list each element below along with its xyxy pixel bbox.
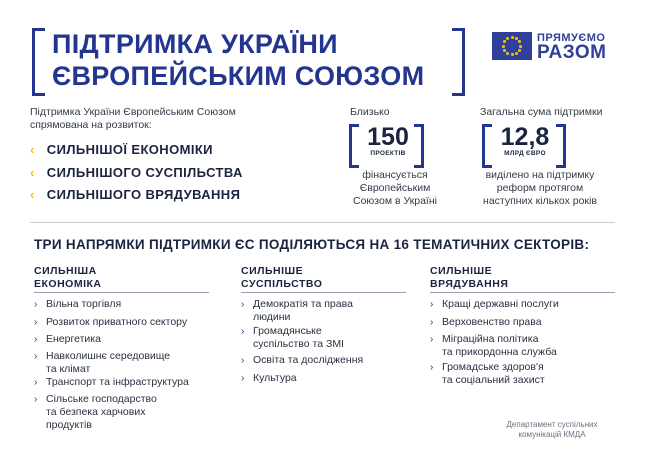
stat-bracket-right [414, 124, 424, 168]
list-item: › Освіта та дослідження [241, 354, 364, 366]
list-item: › Громадське здоров'я та соціальний захист [430, 361, 545, 386]
page-title-line1: ПІДТРИМКА УКРАЇНИ [52, 29, 338, 59]
column-divider [34, 292, 209, 293]
star-icon [502, 45, 505, 48]
pillar-item [30, 164, 243, 182]
pillar-label: СИЛЬНІШОГО ВРЯДУВАННЯ [46, 187, 241, 202]
star-icon [511, 36, 514, 39]
stat-unit: ПРОЕКТІВ [370, 150, 406, 157]
pillar-item [30, 141, 213, 159]
arrow-right-icon: › [241, 326, 245, 337]
star-icon [518, 40, 521, 43]
arrow-right-icon: › [34, 351, 38, 362]
stat-bracket-left [349, 124, 359, 168]
footer-credit: Департамент суспільних комунікацій КМДА [506, 420, 598, 439]
stat-number: 150 [367, 123, 409, 151]
column-heading: СИЛЬНІШЕ ВРЯДУВАННЯ [430, 265, 509, 290]
star-icon [506, 52, 509, 55]
arrow-right-icon: › [34, 377, 38, 388]
star-icon [506, 37, 509, 40]
chevron-left-icon: ‹ [30, 142, 35, 157]
star-icon [503, 40, 506, 43]
list-item: › Громадянське суспільство та ЗМІ [241, 325, 344, 350]
column-divider [241, 292, 406, 293]
column-heading: СИЛЬНІША ЕКОНОМІКА [34, 265, 102, 290]
list-item: › Демократія та права людини [241, 298, 353, 323]
arrow-right-icon: › [34, 394, 38, 405]
list-item: › Енергетика [34, 333, 101, 345]
list-item: › Розвиток приватного сектору [34, 316, 188, 328]
logo-text-line2: РАЗОМ [537, 42, 607, 63]
stat-bracket-right [556, 124, 566, 168]
eu-flag-icon [492, 32, 532, 60]
column-divider [430, 292, 615, 293]
list-item: › Культура [241, 372, 297, 384]
stat-bracket-left [482, 124, 492, 168]
list-item: › Верховенство права [430, 316, 542, 328]
stat-label: Близько [350, 106, 390, 118]
stat-number-block [492, 124, 558, 157]
column-heading: СИЛЬНІШЕ СУСПІЛЬСТВО [241, 265, 323, 290]
star-icon [503, 49, 506, 52]
list-item: › Кращі державні послуги [430, 298, 559, 310]
title-bracket-left [32, 28, 45, 96]
arrow-right-icon: › [430, 299, 434, 310]
pillar-item [30, 186, 240, 204]
arrow-right-icon: › [241, 299, 245, 310]
arrow-right-icon: › [34, 299, 38, 310]
arrow-right-icon: › [430, 317, 434, 328]
pillar-label: СИЛЬНІШОГО СУСПІЛЬСТВА [46, 165, 243, 180]
intro-text-line2: спрямована на розвиток: [30, 119, 152, 131]
divider [30, 222, 615, 223]
stat-unit: МЛРД ЄВРО [504, 150, 546, 157]
list-item: › Вільна торгівля [34, 298, 122, 310]
page-title-line2: ЄВРОПЕЙСЬКИМ СОЮЗОМ [52, 61, 425, 91]
stat-caption: фінансується Європейським Союзом в Україні [353, 169, 437, 207]
star-icon [518, 49, 521, 52]
arrow-right-icon: › [430, 334, 434, 345]
list-item: › Сільське господарство та безпека харчових продуктів [34, 393, 157, 431]
arrow-right-icon: › [34, 317, 38, 328]
star-icon [511, 53, 514, 56]
arrow-right-icon: › [241, 355, 245, 366]
chevron-left-icon: ‹ [30, 187, 35, 202]
stat-caption: виділено на підтримку реформ протягом наступних кількох років [483, 169, 597, 207]
list-item: › Транспорт та інфраструктура [34, 376, 189, 388]
chevron-left-icon: ‹ [30, 165, 35, 180]
star-icon [519, 45, 522, 48]
stat-label: Загальна сума підтримки [480, 106, 603, 118]
pillar-label: СИЛЬНІШОЇ ЕКОНОМІКИ [46, 142, 213, 157]
arrow-right-icon: › [34, 334, 38, 345]
star-icon [515, 52, 518, 55]
logo [492, 28, 615, 68]
arrow-right-icon: › [241, 373, 245, 384]
stat-number: 12,8 [500, 123, 550, 151]
stat-number-block [360, 124, 416, 157]
list-item: › Навколишнє середовище та клімат [34, 350, 171, 375]
list-item: › Міграційна політика та прикордонна служба [430, 333, 557, 358]
logo-text-line1: ПРЯМУЄМО [537, 32, 606, 44]
title-bracket-right [452, 28, 465, 96]
arrow-right-icon: › [430, 362, 434, 373]
section-headline: ТРИ НАПРЯМКИ ПІДТРИМКИ ЄС ПОДІЛЯЮТЬСЯ НА 16 ТЕМАТИЧНИХ СЕКТОРІВ: [34, 237, 590, 252]
intro-text-line1: Підтримка України Європейським Союзом [30, 106, 236, 118]
